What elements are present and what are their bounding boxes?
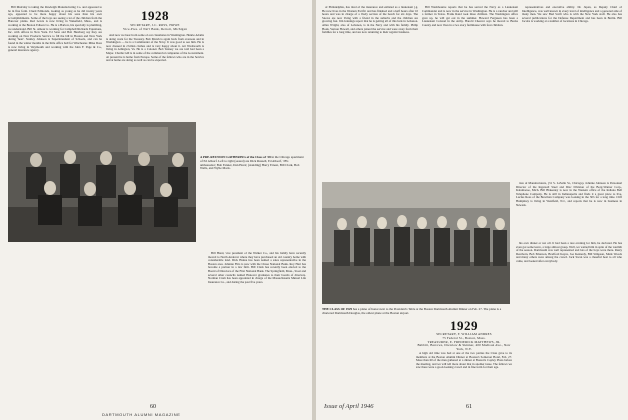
right-column-1: [322, 6, 418, 178]
left-column-2-text: And now we hear from some of our classmates in Washington. Henrie Adams is doing work for the Treasury. Bob Marsh is again back from overseas and in Washington — he is a Commander of the Navy. It was good to see him. He is now dressed in civilian clothes and is very happy about it. Art Wadsworth is living in Arlington, Va. He is a Colonel. Bob Tenney we are told had been a Major. Charlie Gill is in some of the commercial companies of the Government. At present he is home from Europe. Some of the fellows who are in the Service and at home are doing as well as can be expected.: [106, 34, 204, 63]
secretary-1929-line-1: SECRETARY, F. WILLIAM ANDRES: [436, 332, 492, 336]
secretary-1929-line-3: TREASURER, E. FREDERICK MATTHEWS, JR.: [427, 339, 501, 344]
left-column-1-text: Bill Mulcahy is taking the Rawleigh Manufacturing Co. and appeared to be in fine form. Cluett Edmonds, looking as young as he did twenty years ago, appeared to be more happy about his sons than his own accomplishments. Some of the boys are seeing a lot of the children from the Hanover plains. Red Lewis is now living in Wakefield, Mass., and is working at the Boston Edison Co. He is a Barlow, his specialty is plumbing, we understand. Bill St. Amour is working for Campbell Richards Equations, Inc. with offices in New York. Ed Saxe and Bob Herzberg say they are working on New Products Service to fill the bill in Boston and New York during 'heat'. Stanley Johnson is Superintendent of Schools, and can be found in the winter months in the little office hall for Winchester. Mike Dore is now living in Weymouth and working with the John F. Page & Co., general insurance agency.: [8, 6, 102, 53]
right-column-5: [416, 352, 512, 400]
right-column-4: [516, 182, 622, 238]
pre-reunion-photo: [8, 122, 196, 242]
right-column-5-text: A high old time was had at one of the two parties the Class gave to its members at the Boston Alumni Dinner at Boston's Somerset Hotel, Feb. 27. More than 60 of the men gathered at a dinner at Boston's Copley Plaza before the meeting, and we will tell more about that in another issue. The fellows we saw there were a good-looking crowd and in fine form for their age.: [416, 352, 512, 370]
right-column-3-text: representatives and executive ability. Dr. Japan, as Deputy Chief of Intelligence, was well known in every level of intelligence and a personal aide of many men. We saw Bud Swift who is with the New York staff. He also has several publications for the Defense Department and has been in Berlin. Bill Jacobs is working at a number of locations in Chicago.: [522, 6, 622, 24]
right-column-6-text: his own dinner or not off. It had been a rare evening for him, he declared. He has even got some leave, a large almost group. Well, we waited him in spite of the warmth of the season. Dartmouth was well represented and lots of the boys were there. Rusty Dearborn, Bob Emerson, Bradford Keyes, Joe Kennedy, Bill Simpson, Mark Woods and many others were among the crowd. Jack Swan was a cheerful host to all who came, and looked after everybody.: [516, 242, 622, 263]
class-year-heading-1928: 1928: [141, 8, 169, 23]
right-column-1-text: of Philadelphia, has tired of the insurance and enlisted as a lieutenant j.g. He now lives in the Western Pacific and has finished and a half hours after 10 hours and was in charge of a lively section of the beach for six days. The Snows are now living with a friend in the suburbs and the children are growing fast. Jim Jennings report that he is getting all of this luck in Lebanon. Allan Wright, also of Lebanon, is in the Navy and with his family. Philip Hoak, Vernon Howell, and others joined the service and were away from their families for a long time, and are now returning to their regular business.: [322, 6, 418, 35]
right-column-6: [516, 242, 622, 400]
caption-body: in the Chicago apartment of Ed Allsorf. Left to right (seated) are Dick Russell, Ed Allsorf, '28's ambassador; Bob Fenner, Dan Horst; (standing) Harry Ernest, Bill Clark, Bob Wells, and Wylie Mack.: [200, 155, 304, 171]
magazine-footer: DARTMOUTH ALUMNI MAGAZINE: [102, 412, 181, 417]
secretary-line-1: SECRETARY, J.C. ROSS, HOWE: [130, 23, 180, 27]
secretary-1929-line-2: 75 Federal St., Boston, Mass.: [442, 335, 486, 340]
left-page: [0, 0, 312, 420]
pre-reunion-photo-caption: [200, 156, 304, 171]
secretary-1929-line-4: Babbitt, Barrows, Drewlow & Skinner, 400 Madison Ave., New York, N.Y.: [417, 343, 511, 352]
class-1929-photo: [322, 182, 510, 304]
right-page: [316, 0, 628, 420]
caption-lead: A PRE-REUNION GATHERING of the Class of '28: [200, 155, 271, 159]
class-secretary-1929: [416, 333, 512, 352]
issue-date: Issue of April 1946: [324, 403, 374, 410]
caption-body-1929: has a plane of honor next to the President's Table at the Boston Dartmouth Alumni Dinner on Feb. 27. The plane is a chartered Dartmouth Douglas, the oldest plane at the Boston airport.: [322, 307, 502, 315]
secretary-line-2: Vice-Pres. of Nat'l Bank, Detroit, Michigan: [122, 26, 188, 31]
caption-lead-1929: THE CLASS OF 1929: [322, 307, 353, 311]
class-secretary-1928: [106, 24, 204, 32]
right-column-2-text: Bill Washbourne reports that he has served the Navy as a Lieutenant Commander and is now in the service in Washington. He is a rancher and still a farmer in Texas. Frank Rand took three children. The Washington office gave up, he will get out in the summer. Howard Ferguson has been a Lieutenant Colonel in the Army. Harold Cheever says he moved to Bucks County and now lives in a two story farmhouse with four children.: [422, 6, 518, 27]
right-page-number: 61: [466, 404, 472, 410]
left-column-3: [208, 252, 306, 402]
right-column-3: [522, 6, 622, 178]
class-1929-photo-caption: [322, 308, 510, 316]
right-column-2: [422, 6, 518, 178]
right-column-4-text: tion of Manufacturers, (31 S. LaSalle St., Chicago). Johnnie Johnson is Personnel Director of the Ingersoll Steel and Disc Division of the Borg-Warner Corp., Kalamazoo, Mich. Bill Blakesley is now in the Western office of the Indiana Bell Telephone Company. He is still in Indianapolis and finds it a great place to live. Lucius Ross of the Bowman Company was looking in the 30's for a long time. Cliff Humphrey is living in Westfield, N.J., and reports that he is now in business in Newark.: [516, 182, 622, 207]
left-column-3-text: Bill Hand, vice president of the Walker Co., and his family have recently moved to North Andover where they have purchased an old country home with considerable land. Dick Hanna has been named a sales representative in the Boston area. Johnnie Fitts is now with the Chase National Bank. Roy Hart has become a partner in a law firm. Bill Clark has recently been elected to the Board of Directors of the First National Bank. The Springfield, Mass., Stoat and several other councils named Hanover graduates to their boards of directors. Norman Cram has been appointed in charge of the Massachusetts Mutual Life Insurance Co., and during the past five years.: [208, 252, 306, 284]
left-page-number: 60: [150, 404, 156, 410]
class-year-heading-1929: 1929: [450, 318, 478, 333]
